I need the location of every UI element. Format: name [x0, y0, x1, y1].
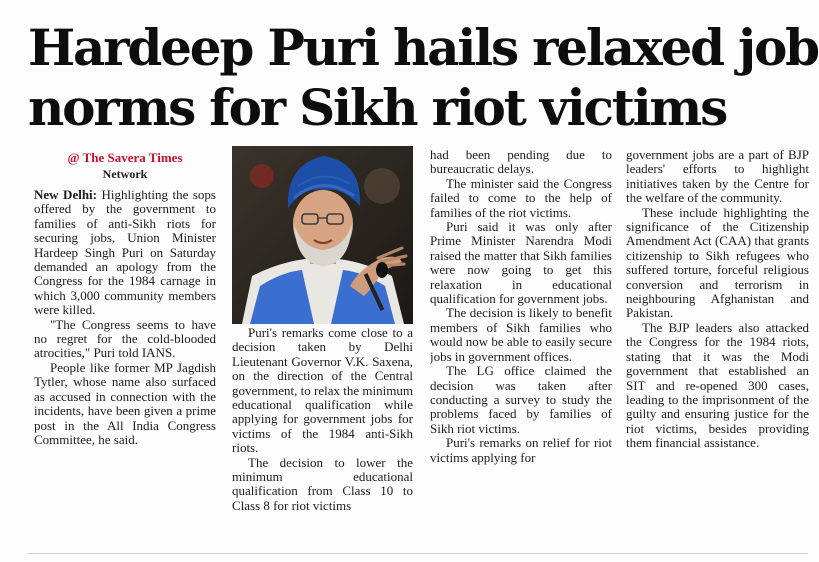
paragraph: government jobs are a part of BJP leaders' efforts to highlight initiatives taken by the Centre for the welfare of the community.	[626, 148, 809, 206]
article-column-1	[34, 146, 216, 546]
article-column-3	[430, 148, 612, 548]
portrait-illustration	[232, 146, 413, 324]
byline-source: @ The Savera Times	[67, 150, 183, 165]
paragraph: The LG office claimed the decision was taken after conducting a survey to study the problems faced by families of Sikh riot victims.	[430, 363, 612, 436]
article-column-2	[232, 326, 413, 548]
paragraph: "The Congress seems to have no regret for the cold-blooded atrocities," Puri told IANS.	[34, 316, 216, 361]
paragraph: Puri's remarks on relief for riot victims applying for	[430, 435, 612, 465]
paragraph: People like former MP Jagdish Tytler, whose name also surfaced as accused in connection with the incidents, have been given a prime post in the All India Congress Committee, he said.	[34, 359, 216, 447]
headline-line-1: Hardeep Puri hails relaxed job	[28, 18, 818, 77]
paragraph: had been pending due to bureaucratic delays.	[430, 148, 612, 177]
paragraph: The minister said the Congress failed to come to the help of families of the riot victims.	[430, 175, 612, 220]
paragraph: The decision to lower the minimum educational qualification from Class 10 to Class 8 for riot victims	[232, 454, 413, 513]
article-column-4	[626, 148, 809, 548]
bottom-rule	[28, 553, 808, 554]
dateline: New Delhi:	[34, 187, 97, 202]
byline-desk: Network	[102, 167, 148, 181]
photo-hardeep-puri	[232, 146, 413, 324]
paragraph: The BJP leaders also attacked the Congress for the 1984 riots, stating that it was the Modi government that established an SIT and re-opened 300 cases, leading to the imprisonment of the guilty and ensuring justice for the riot victims, besides providing them financial assistance.	[626, 319, 809, 451]
paragraph: Puri said it was only after Prime Minister Narendra Modi raised the matter that Sikh families were now going to get this relaxation in educational qualification for government jobs.	[430, 219, 612, 307]
paragraph: The decision is likely to benefit members of Sikh families who would now be able to easily secure jobs in government offices.	[430, 305, 612, 364]
lead-paragraph-text: Highlighting the sops offered by the government to families of anti-Sikh riots for securing jobs, Union Minister Hardeep Singh Puri on Saturday demanded an apology from the Congress for the 1984 carnage in which 3,000 community members were killed.	[34, 187, 216, 318]
paragraph: These include highlighting the significance of the Citizenship Amendment Act (CAA) that grants citizenship to Sikh refugees who suffered torture, forceful religious conversion and terrorism in neighbouring Afghanistan and Pakistan.	[626, 204, 809, 321]
lead-paragraph	[34, 188, 216, 318]
headline	[28, 18, 818, 138]
headline-line-2: norms for Sikh riot victims	[28, 78, 727, 137]
paragraph: Puri's remarks come close to a decision taken by Delhi Lieutenant Governor V.K. Saxena, on the direction of the Central government, to relax the minimum educational qualification while applying for government jobs for victims of the 1984 anti-Sikh riots.	[232, 326, 413, 456]
